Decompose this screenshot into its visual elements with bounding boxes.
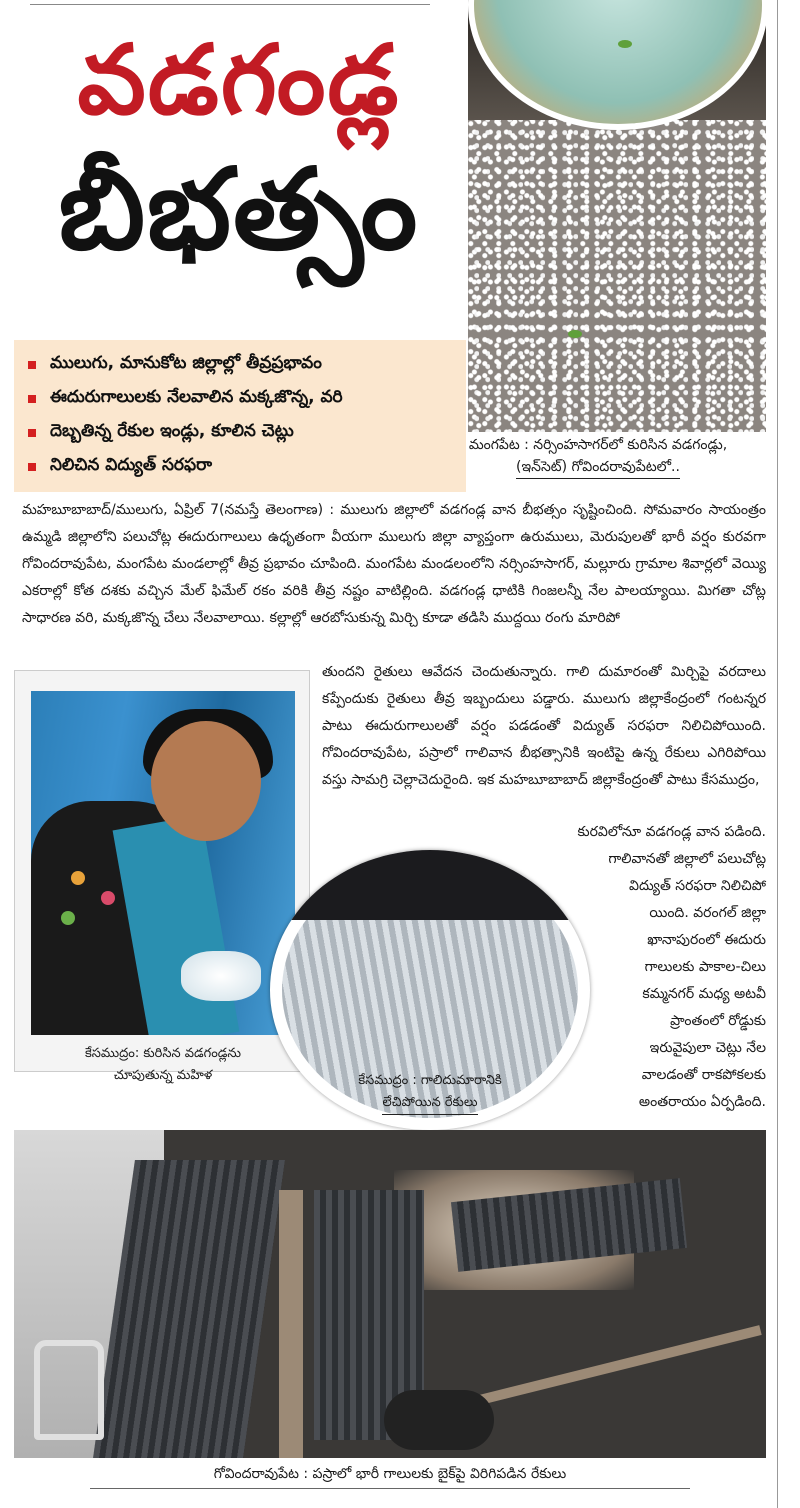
bottom-photo-caption: గోవిందరావుపేట : పస్రాలో భారీ గాలులకు బైక్‌పై విరిగిపడిన రేకులు [213, 1466, 567, 1482]
bullet-square-icon [28, 463, 36, 471]
article-line: కురవిలోనూ వడగండ్ల వాన పడింది. [577, 824, 766, 840]
woman-photo-frame [14, 670, 310, 1083]
bottom-rule [90, 1488, 690, 1489]
article-intro: మహబూబాబాద్/ములుగు, ఏప్రిల్ 7(నమస్తే తెలంగాణ) : ములుగు జిల్లాలో వడగండ్ల వాన బీభత్సం సృష్టించింది. సోమవారం సాయంత్రం ఉమ్మడి జిల్లాలోని పలుచోట్ల ఈదురుగాలులు ఉధృతంగా వీయగా ములుగు జిల్లా వ్యాప్తంగా ఉరుములు, మెరుపులతో భారీ వర్షం కురవగా గోవిందరావుపేట, మంగపేట మండలాల్లో తీవ్ర ప్రభావం చూపింది. మంగపేట మండలంలోని నర్సింహసాగర్, మల్లూరు గ్రామాల శివార్లలో వెయ్యి ఎకరాల్లో కోత దశకు వచ్చిన మేల్ ఫిమేల్ రకం వరికి తీవ్ర నష్టం వాటిల్లింది. వడగండ్ల ధాటికి గింజలన్నీ నేల పాలయ్యాయి. మిగతా చోట్ల సాధారణ వరి, మక్కజొన్న చేలు నేలవాలాయి. కల్లాల్లో ఆరబోసుకున్న మిర్చి కూడా తడిసి ముద్దయి రంగు మారిపో [22, 502, 766, 626]
highlight-item [28, 416, 456, 450]
highlight-text: నిలిచిన విద్యుత్ సరఫరా [50, 455, 213, 475]
headline-line-1: వడగండ్ల [77, 23, 401, 136]
highlight-item [28, 382, 456, 416]
hail-photo-caption-line-1: మంగపేట : నర్సింహసాగర్‌లో కురిసిన వడగండ్లు, [468, 437, 728, 453]
woman-photo-caption [31, 1043, 295, 1087]
bullet-square-icon [28, 395, 36, 403]
bullet-square-icon [28, 429, 36, 437]
hail-photo-caption-line-2: (ఇన్‌సెట్) గోవిందరావుపేటలో.. [516, 456, 680, 479]
article-line: ప్రాంతంలో రోడ్డుకు [670, 1013, 766, 1029]
highlight-text: ములుగు, మానుకోట జిల్లాల్లో తీవ్రప్రభావం [50, 353, 322, 373]
page-edge-rule [777, 0, 778, 1508]
article-line: అంతరాయం ఏర్పడింది. [638, 1094, 766, 1110]
photo-shape [61, 911, 75, 925]
photo-shape [71, 871, 85, 885]
woman-photo-caption-line-1: కేసముద్రం: కురిసిన వడగండ్లను [84, 1046, 242, 1061]
article-line: ఇరువైపులా చెట్లు నేల [649, 1040, 766, 1056]
highlight-text: దెబ్బతిన్న రేకుల ఇండ్లు, కూలిన చెట్లు [50, 421, 294, 441]
leaf-mark [568, 330, 582, 338]
top-rule [30, 4, 430, 5]
highlight-item [28, 348, 456, 382]
highlight-item [28, 450, 456, 484]
article-line: యింది. వరంగల్ జిల్లా [649, 905, 766, 921]
article-line: గాలివానతో జిల్లాలో పలుచోట్ల [608, 851, 766, 867]
woman-holding-hail-photo [31, 691, 295, 1035]
article-line: కమ్మనగర్ మధ్య అటవీ [642, 986, 766, 1002]
hail-photo-caption [420, 434, 776, 479]
highlights-box [14, 340, 466, 492]
photo-shape [101, 891, 115, 905]
photo-shape [34, 1340, 104, 1440]
photo-shape [384, 1390, 494, 1450]
photo-shape [181, 951, 261, 1001]
headline-line-2: బీభత్సం [58, 144, 420, 275]
collapsed-roof-photo [14, 1130, 766, 1458]
article-line: విద్యుత్ సరఫరా నిలిచిపో [629, 878, 766, 894]
article-line: ఖానాపురంలో ఈదురు [647, 932, 766, 948]
roof-photo-caption-line-1: కేసముద్రం : గాలిదుమారానికి [358, 1073, 502, 1088]
highlight-text: ఈదురుగాలులకు నేలవాలిన మక్కజొన్న, వరి [50, 387, 343, 407]
hail-photo [468, 0, 766, 432]
leaf-mark [618, 40, 632, 48]
article-line: వాలడంతో రాకపోకలకు [641, 1067, 766, 1083]
photo-shape [270, 850, 590, 920]
headline [14, 20, 464, 280]
article-column: తుందని రైతులు ఆవేదన చెందుతున్నారు. గాలి దుమారంతో మిర్చిపై వరదాలు కప్పేందుకు రైతులు తీవ్ర ఇబ్బందులు పడ్డారు. ములుగు జిల్లాకేంద్రంలో గంటన్నర పాటు ఈదురుగాలులతో వర్షం పడడంతో విద్యుత్ సరఫరా నిలిచిపోయింది. గోవిందరావుపేట, పస్రాలో గాలివాన బీభత్సానికి ఇంటిపై ఉన్న రేకులు ఎగిరిపోయి వస్తు సామగ్రి చెల్లాచెదురైంది. ఇక మహబూబాబాద్ జిల్లాకేంద్రంతో పాటు కేసముద్రం, [322, 664, 766, 788]
bullet-square-icon [28, 361, 36, 369]
photo-shape [151, 721, 261, 841]
roof-photo-caption [310, 1070, 550, 1115]
photo-shape [279, 1190, 303, 1458]
article-line: గాలులకు పాకాల-చిలు [644, 959, 766, 975]
woman-photo-caption-line-2: చూపుతున్న మహిళ [113, 1068, 213, 1083]
roof-photo-caption-line-2: లేచిపోయిన రేకులు [382, 1092, 477, 1115]
